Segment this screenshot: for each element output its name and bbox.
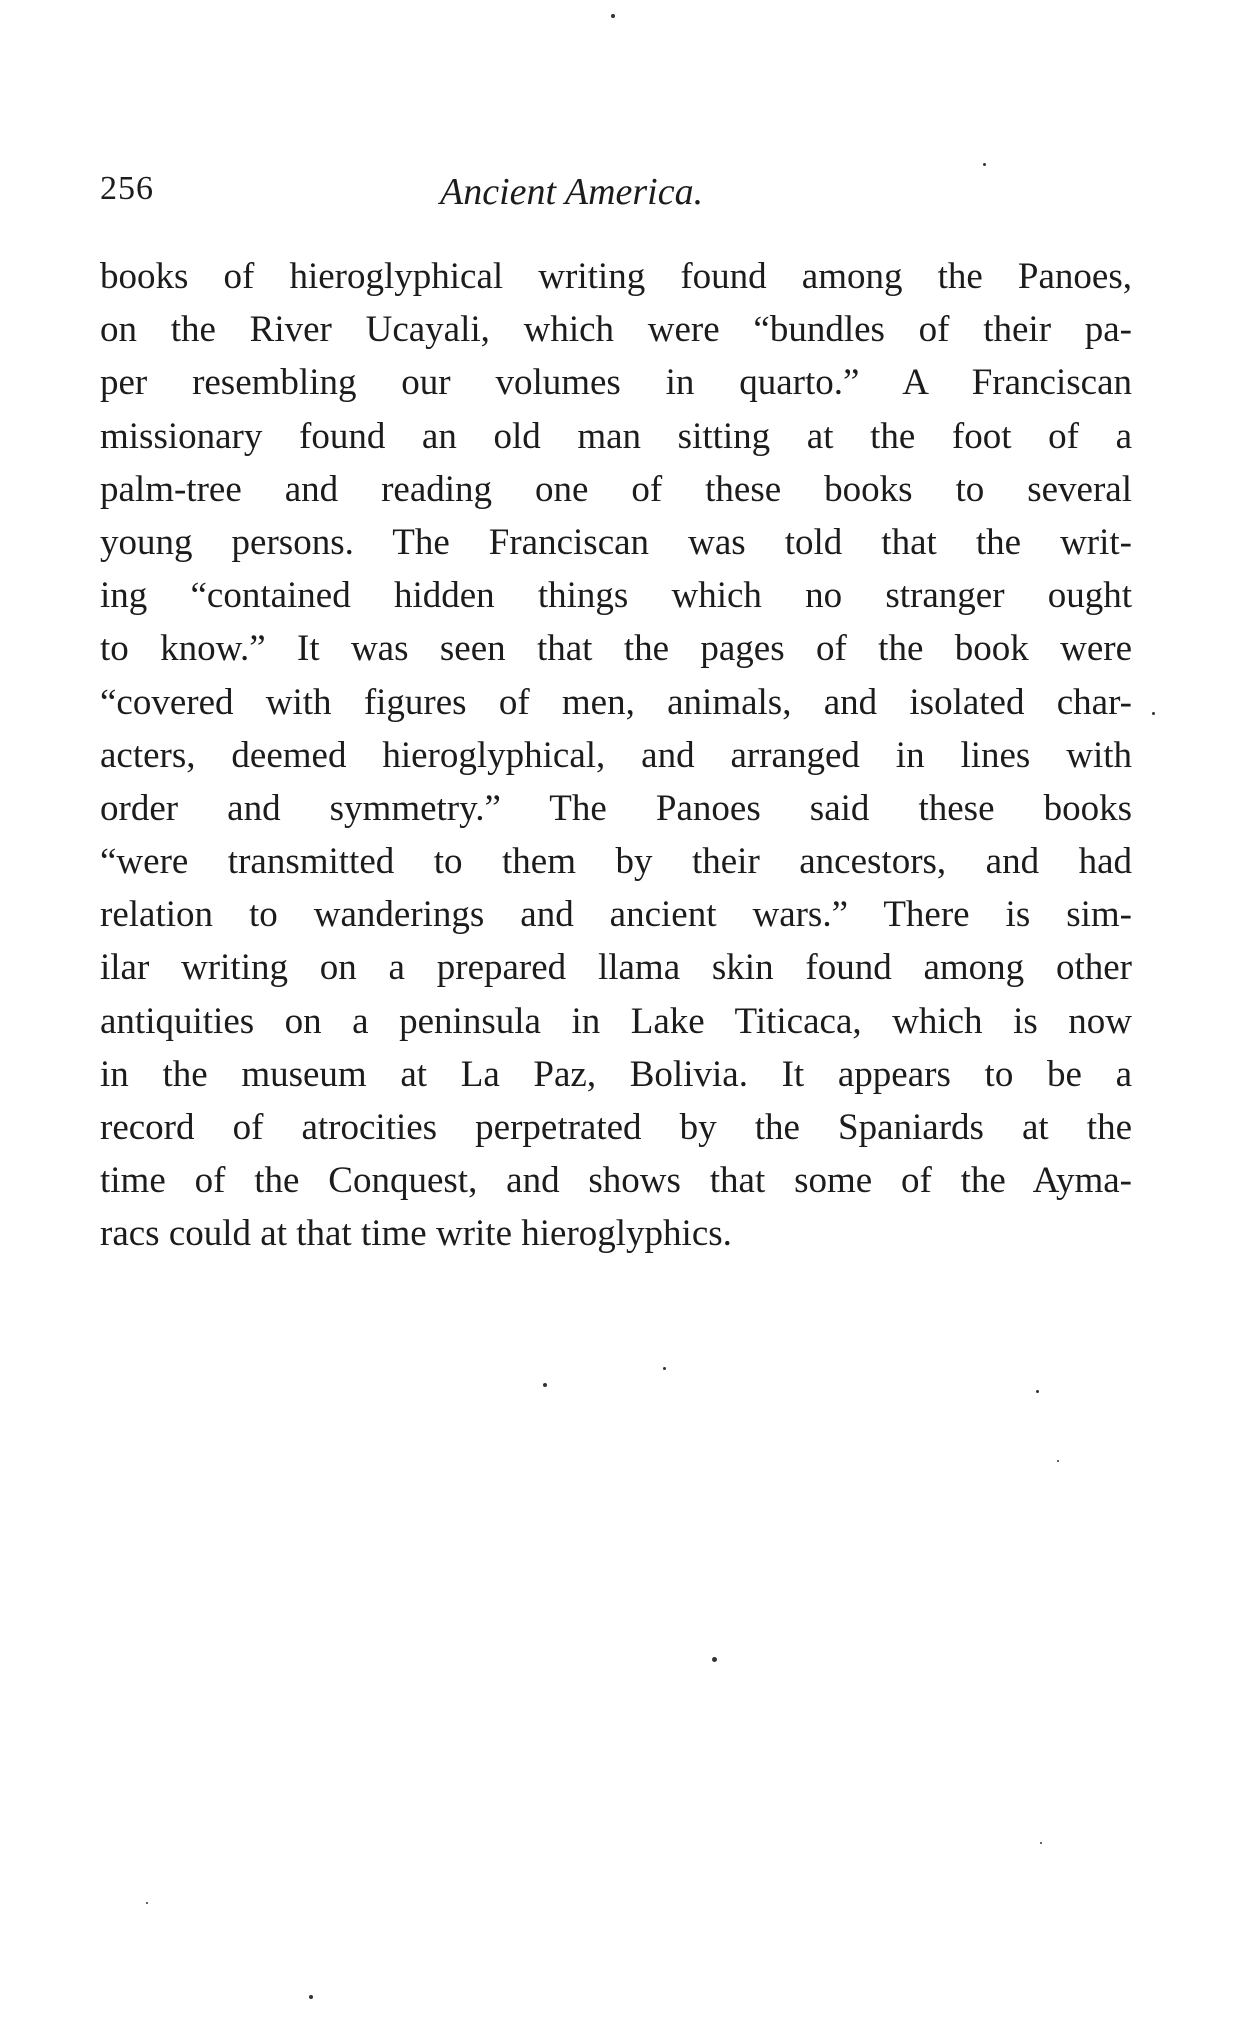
text-line: “covered with figures of men, animals, and isolated char- [100,681,1132,723]
text-line: record of atrocities perpetrated by the Spaniards at the [100,1107,1132,1148]
text-line: “were transmitted to them by their ancestors, and had [100,841,1132,883]
body-paragraph [100,250,1132,1261]
text-line: on the River Ucayali, which were “bundles of their pa- [100,309,1132,351]
text-line: to know.” It was seen that the pages of the book were [100,628,1132,670]
scan-speck [1040,1842,1042,1844]
text-line: in the museum at La Paz, Bolivia. It appears to be a [100,1053,1132,1095]
text-line: per resembling our volumes in quarto.” A Franciscan [100,362,1132,404]
text-line: time of the Conquest, and shows that some of the Ayma- [100,1160,1132,1202]
scan-speck [543,1383,547,1387]
scan-speck [611,14,615,18]
text-line: missionary found an old man sitting at the foot of a [100,415,1132,457]
scan-speck [983,163,986,166]
page-number: 256 [100,170,154,207]
text-line: racs could at that time write hieroglyphics. [100,1213,732,1255]
text-line: antiquities on a peninsula in Lake Titicaca, which is now [100,1000,1132,1042]
text-line: palm-tree and reading one of these books to several [100,468,1132,510]
scan-speck [712,1657,717,1662]
text-line: relation to wanderings and ancient wars.” There is sim- [100,894,1132,936]
scan-speck [309,1995,313,1999]
scan-speck [1036,1390,1039,1393]
text-line: ilar writing on a prepared llama skin found among other [100,947,1132,989]
text-line: books of hieroglyphical writing found among the Panoes, [100,256,1132,297]
running-title: Ancient America. [440,171,704,213]
scan-speck [663,1367,666,1370]
text-line: order and symmetry.” The Panoes said these books [100,787,1132,829]
scan-speck [1057,1460,1059,1462]
scan-speck [146,1902,148,1904]
scan-speck [1152,712,1155,715]
text-line: acters, deemed hieroglyphical, and arranged in lines with [100,734,1132,776]
running-head [100,170,1130,220]
text-line: ing “contained hidden things which no stranger ought [100,575,1132,617]
text-line: young persons. The Franciscan was told that the writ- [100,521,1132,563]
